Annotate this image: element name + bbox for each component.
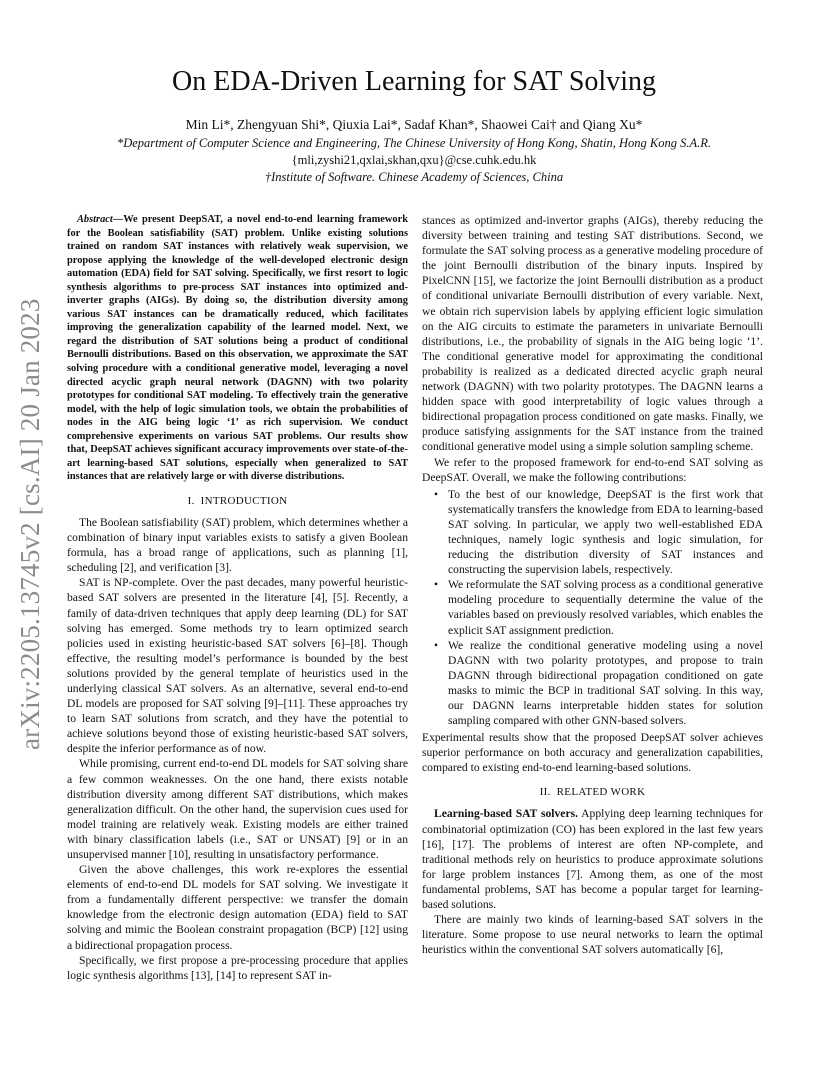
affiliation-cuhk-text: *Department of Computer Science and Engineering, The Chinese University of Hong Kong, Shatin, Hong Kong S.A.R. [116,136,712,150]
author-list: Min Li*, Zhengyuan Shi*, Qiuxia Lai*, Sadaf Khan*, Shaowei Cai† and Qiang Xu* [185,117,643,132]
bullet-icon: • [434,578,439,592]
abstract [67,213,408,484]
list-item-text: We reformulate the SAT solving process as a conditional generative modeling procedure to sequentially determine the value of the variables based on previously resolved variables, which enables the explicit SAT assignment prediction. [448,578,763,637]
arxiv-identifier[interactable]: arXiv:2205.13745v2 [cs.AI] 20 Jan 2023 [15,298,45,750]
affiliation-cuhk [60,135,768,152]
related-paragraph-2: There are mainly two kinds of learning-based SAT solvers in the literature. Some propose to use neural networks to learn the optimal heuristics within the conventional SAT solvers automatically [6], [422,913,763,957]
list-item [422,638,763,729]
section-number: I. [187,494,195,507]
section-heading-introduction [67,494,408,508]
intro-paragraph-2: SAT is NP-complete. Over the past decades, many powerful heuristic-based SAT solvers are presented in the literature [4], [5]. Recently, a family of data-driven techniques that apply deep learning (DL) for SAT solving has emerged. Some methods try to learn optimized search policies used in existing heuristic-based SAT solvers [6]–[8]. Though effective, the resulting model’s performance is bounded by the best solutions provided by the general template of heuristics used in the underlying classical SAT solvers. As an alternative, several end-to-end DL models are proposed for SAT solving [9]–[11]. These approaches try to learn SAT solutions from scratch, and they have the potential to achieve solutions beyond those of existing heuristic-based SAT solvers, despite the inferior performance as of now. [67,576,408,756]
intro-paragraph-3: While promising, current end-to-end DL models for SAT solving share a few common weaknesses. On the one hand, there exists notable distribution diversity among different SAT distributions, which makes generalization difficult. On the other hand, the supervision cues used for model training are relatively weak. Existing models are either trained with binary classification labels (i.e., SAT or UNSAT) [9] or in an unsupervised manner [10], resulting in unsatisfactory performance. [67,757,408,861]
section-title: RELATED WORK [556,786,646,799]
paper-title: On EDA-Driven Learning for SAT Solving [172,66,656,97]
contributions-intro: We refer to the proposed framework for end-to-end SAT solving as DeepSAT. Overall, we make the following contributions: [422,455,763,484]
author-emails[interactable]: {mli,zyshi21,qxlai,skhan,qxu}@cse.cuhk.edu.hk [291,153,537,167]
list-item-text: We realize the conditional generative modeling using a novel DAGNN with two polarity prototypes, and propose to train DAGNN through bidirectional propagation conditioned on gate masks to mimic the BCP in traditional SAT solving. In this way, our DAGNN learns interpretable hidden states for solution sampling compared with other GNN-based solvers. [448,638,763,728]
intro-paragraph-5: Specifically, we first propose a pre-processing procedure that applies logic synthesis algorithms [13], [14] to represent SAT in- [67,953,408,982]
list-item-text: To the best of our knowledge, DeepSAT is the first work that systematically transfers the knowledge from EDA to learning-based SAT solving. In particular, we apply two well-established EDA techniques, namely logic synthesis and logic simulation, for reducing the distribution diversity of SAT instances and constructing the supervision labels, respectively. [448,487,763,577]
affiliation-iscas-text: †Institute of Software. Chinese Academy of Sciences, China [264,170,564,184]
run-in-heading: Learning-based SAT solvers. [434,807,579,821]
abstract-label: Abstract [77,214,113,225]
contributions-list [422,487,763,729]
right-column [422,213,763,957]
section-heading-related-work [422,785,763,799]
list-item [422,487,763,578]
list-item [422,577,763,637]
intro-paragraph-continued: stances as optimized and-invertor graphs (AIGs), thereby reducing the diversity between training and testing SAT distributions. Second, we formulate the SAT solving process as a generative modeling procedure of the joint Bernoulli distribution of the binary inputs. Inspired by PixelCNN [15], we factorize the joint Bernoulli distribution as a product of conditional univariate Bernoulli distribution of every variable. Next, we obtain rich supervision labels by applying efficient logic simulation on the AIG circuits to estimate the parameters in univariate Bernoulli distributions, i.e., the probability of signals in the AIG being logic ‘1’. The conditional generative model for approximating the conditional probability is realized as a dedicated directed acyclic graph neural network (DAGNN) with two polarity prototypes. The DAGNN learns a hidden space with good interpretability of logic values through a bidirectional propagation process conditioned on gate masks. Finally, we produce satisfying assignments for the SAT instance from the trained conditional generative model using a simple solution sampling scheme. [422,214,763,454]
related-paragraph-1-text: Applying deep learning techniques for combinatorial optimization (CO) has been explored in the last few years [16], [17]. The problems of interest are often NP-complete, and traditional methods rely on heuristics to produce approximate solutions for large problem instances [7]. Among them, as one of the most fundamental problems, SAT has become a popular target for learning-based solutions. [422,807,763,912]
section-title: INTRODUCTION [200,494,288,507]
bullet-icon: • [434,487,439,501]
left-column [67,213,408,983]
section-number: II. [539,786,551,799]
experimental-summary: Experimental results show that the proposed DeepSAT solver achieves superior performance on both accuracy and generalization capabilities, compared to existing end-to-end learning-based solutions. [422,731,763,775]
intro-paragraph-4: Given the above challenges, this work re-explores the essential elements of end-to-end DL models for SAT solving. We investigate it from a fundamentally different perspective: we transfer the domain knowledge from the electronic design automation (EDA) field to SAT solving and mimic the Boolean constraint propagation (BCP) [12] using a bidirectional propagation process. [67,863,408,952]
related-paragraph-1 [422,806,763,912]
bullet-icon: • [434,638,439,652]
affiliation-iscas [60,169,768,186]
abstract-text: —We present DeepSAT, a novel end-to-end learning framework for the Boolean satisfiability (SAT) problem. Unlike existing solutions trained on random SAT instances with relatively weak supervision, we propose applying the knowledge of the well-developed electronic design automation (EDA) field for SAT solving. Specifically, we first resort to logic synthesis algorithms to pre-process SAT instances into optimized and-inverter graphs (AIGs). By doing so, the distribution diversity among various SAT instances can be dramatically reduced, which facilitates improving the generalization capability of the learned model. Next, we regard the distribution of SAT solutions being a product of conditional Bernoulli distributions. Based on this observation, we approximate the SAT solving procedure with a conditional generative model, leveraging a novel directed acyclic graph neural network (DAGNN) with two polarity prototypes for conditional SAT modeling. To effectively train the generative model, with the help of logic simulation tools, we obtain the probabilities of nodes in the AIG being logic ‘1’ as rich supervision. We conduct comprehensive experiments on various SAT problems. Our results show that, DeepSAT achieves significant accuracy improvements over state-of-the-art learning-based SAT solutions, especially when generalized to SAT instances that are relatively large or with diverse distributions. [67,214,408,483]
intro-paragraph-1: The Boolean satisfiability (SAT) problem, which determines whether a combination of binary input variables exists to satisfy a given Boolean formula, has a broad range of applications, such as planning [1], scheduling [2], and verification [3]. [67,515,408,575]
